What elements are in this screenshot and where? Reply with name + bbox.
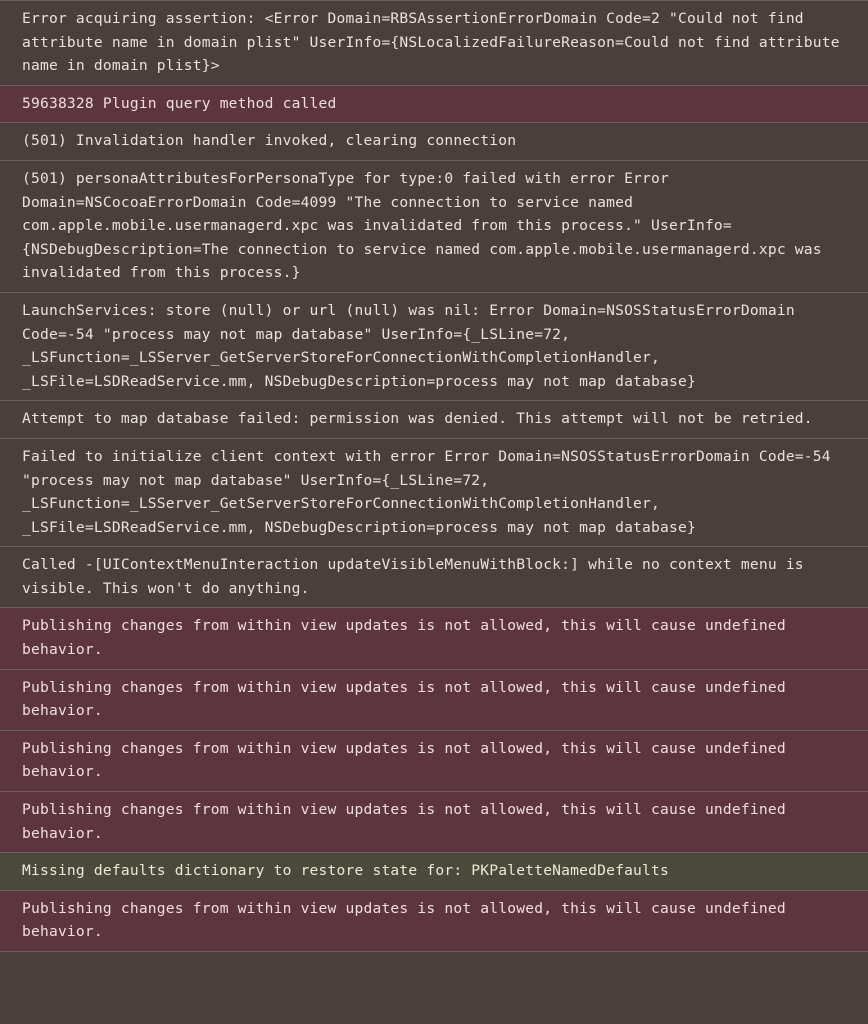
- log-line-text: LaunchServices: store (null) or url (null) was nil: Error Domain=NSOSStatusErrorDomain Code=-54 "process may not map database" UserInfo={_LSLine=72, _LSFunction=_LSServer_GetServerStoreForConnectionWithCompletionHandler, _LSFile=LSDReadService.mm, NSDebugDescription=process may not map database}: [22, 301, 804, 390]
- log-line-text: Failed to initialize client context with error Error Domain=NSOSStatusErrorDomain Code=-54 "process may not map database" UserInfo={_LSLine=72, _LSFunction=_LSServer_GetServerStoreForConnectionWithCompletionHandler, _LSFile=LSDReadService.mm, NSDebugDescription=process may not map database}: [22, 447, 840, 536]
- log-line-text: Publishing changes from within view updates is not allowed, this will cause undefined behavior.: [22, 899, 795, 941]
- log-line[interactable]: [0, 792, 868, 853]
- log-line-text: Publishing changes from within view updates is not allowed, this will cause undefined behavior.: [22, 801, 795, 842]
- log-line[interactable]: [0, 670, 868, 731]
- log-line-text: Error acquiring assertion: <Error Domain=RBSAssertionErrorDomain Code=2 "Could not find attribute name in domain plist" UserInfo={NSLocalizedFailureReason=Could not find attribute name in domain plist}>: [22, 10, 849, 75]
- log-line[interactable]: [0, 439, 868, 547]
- log-line[interactable]: [0, 891, 868, 952]
- log-line-text: Missing defaults dictionary to restore state for: PKPaletteNamedDefaults: [22, 862, 670, 880]
- log-line-text: (501) Invalidation handler invoked, clearing connection: [22, 132, 517, 150]
- log-line-text: Attempt to map database failed: permission was denied. This attempt will not be retried.: [22, 410, 813, 428]
- log-line[interactable]: [0, 401, 868, 439]
- log-line-text: Publishing changes from within view updates is not allowed, this will cause undefined behavior.: [22, 617, 795, 659]
- log-line[interactable]: [0, 731, 868, 792]
- log-line-text: Publishing changes from within view updates is not allowed, this will cause undefined behavior.: [22, 739, 795, 781]
- log-line[interactable]: [0, 608, 868, 669]
- log-line[interactable]: [0, 293, 868, 401]
- log-line-text: 59638328 Plugin query method called: [22, 94, 337, 112]
- log-line[interactable]: [0, 161, 868, 293]
- log-line[interactable]: [0, 0, 868, 86]
- log-line[interactable]: [0, 123, 868, 161]
- log-line[interactable]: [0, 547, 868, 608]
- log-line[interactable]: [0, 86, 868, 124]
- log-line[interactable]: [0, 853, 868, 891]
- log-line-text: Publishing changes from within view updates is not allowed, this will cause undefined behavior.: [22, 678, 795, 720]
- log-line-text: Called -[UIContextMenuInteraction updateVisibleMenuWithBlock:] while no context menu is visible. This won't do anything.: [22, 556, 813, 597]
- log-line-text: (501) personaAttributesForPersonaType for type:0 failed with error Error Domain=NSCocoaErrorDomain Code=4099 "The connection to service named com.apple.mobile.usermanagerd.xpc was invalidated from this process." UserInfo={NSDebugDescription=The connection to service named com.apple.mobile.usermanagerd.xpc was invalidated from this process.}: [22, 169, 831, 282]
